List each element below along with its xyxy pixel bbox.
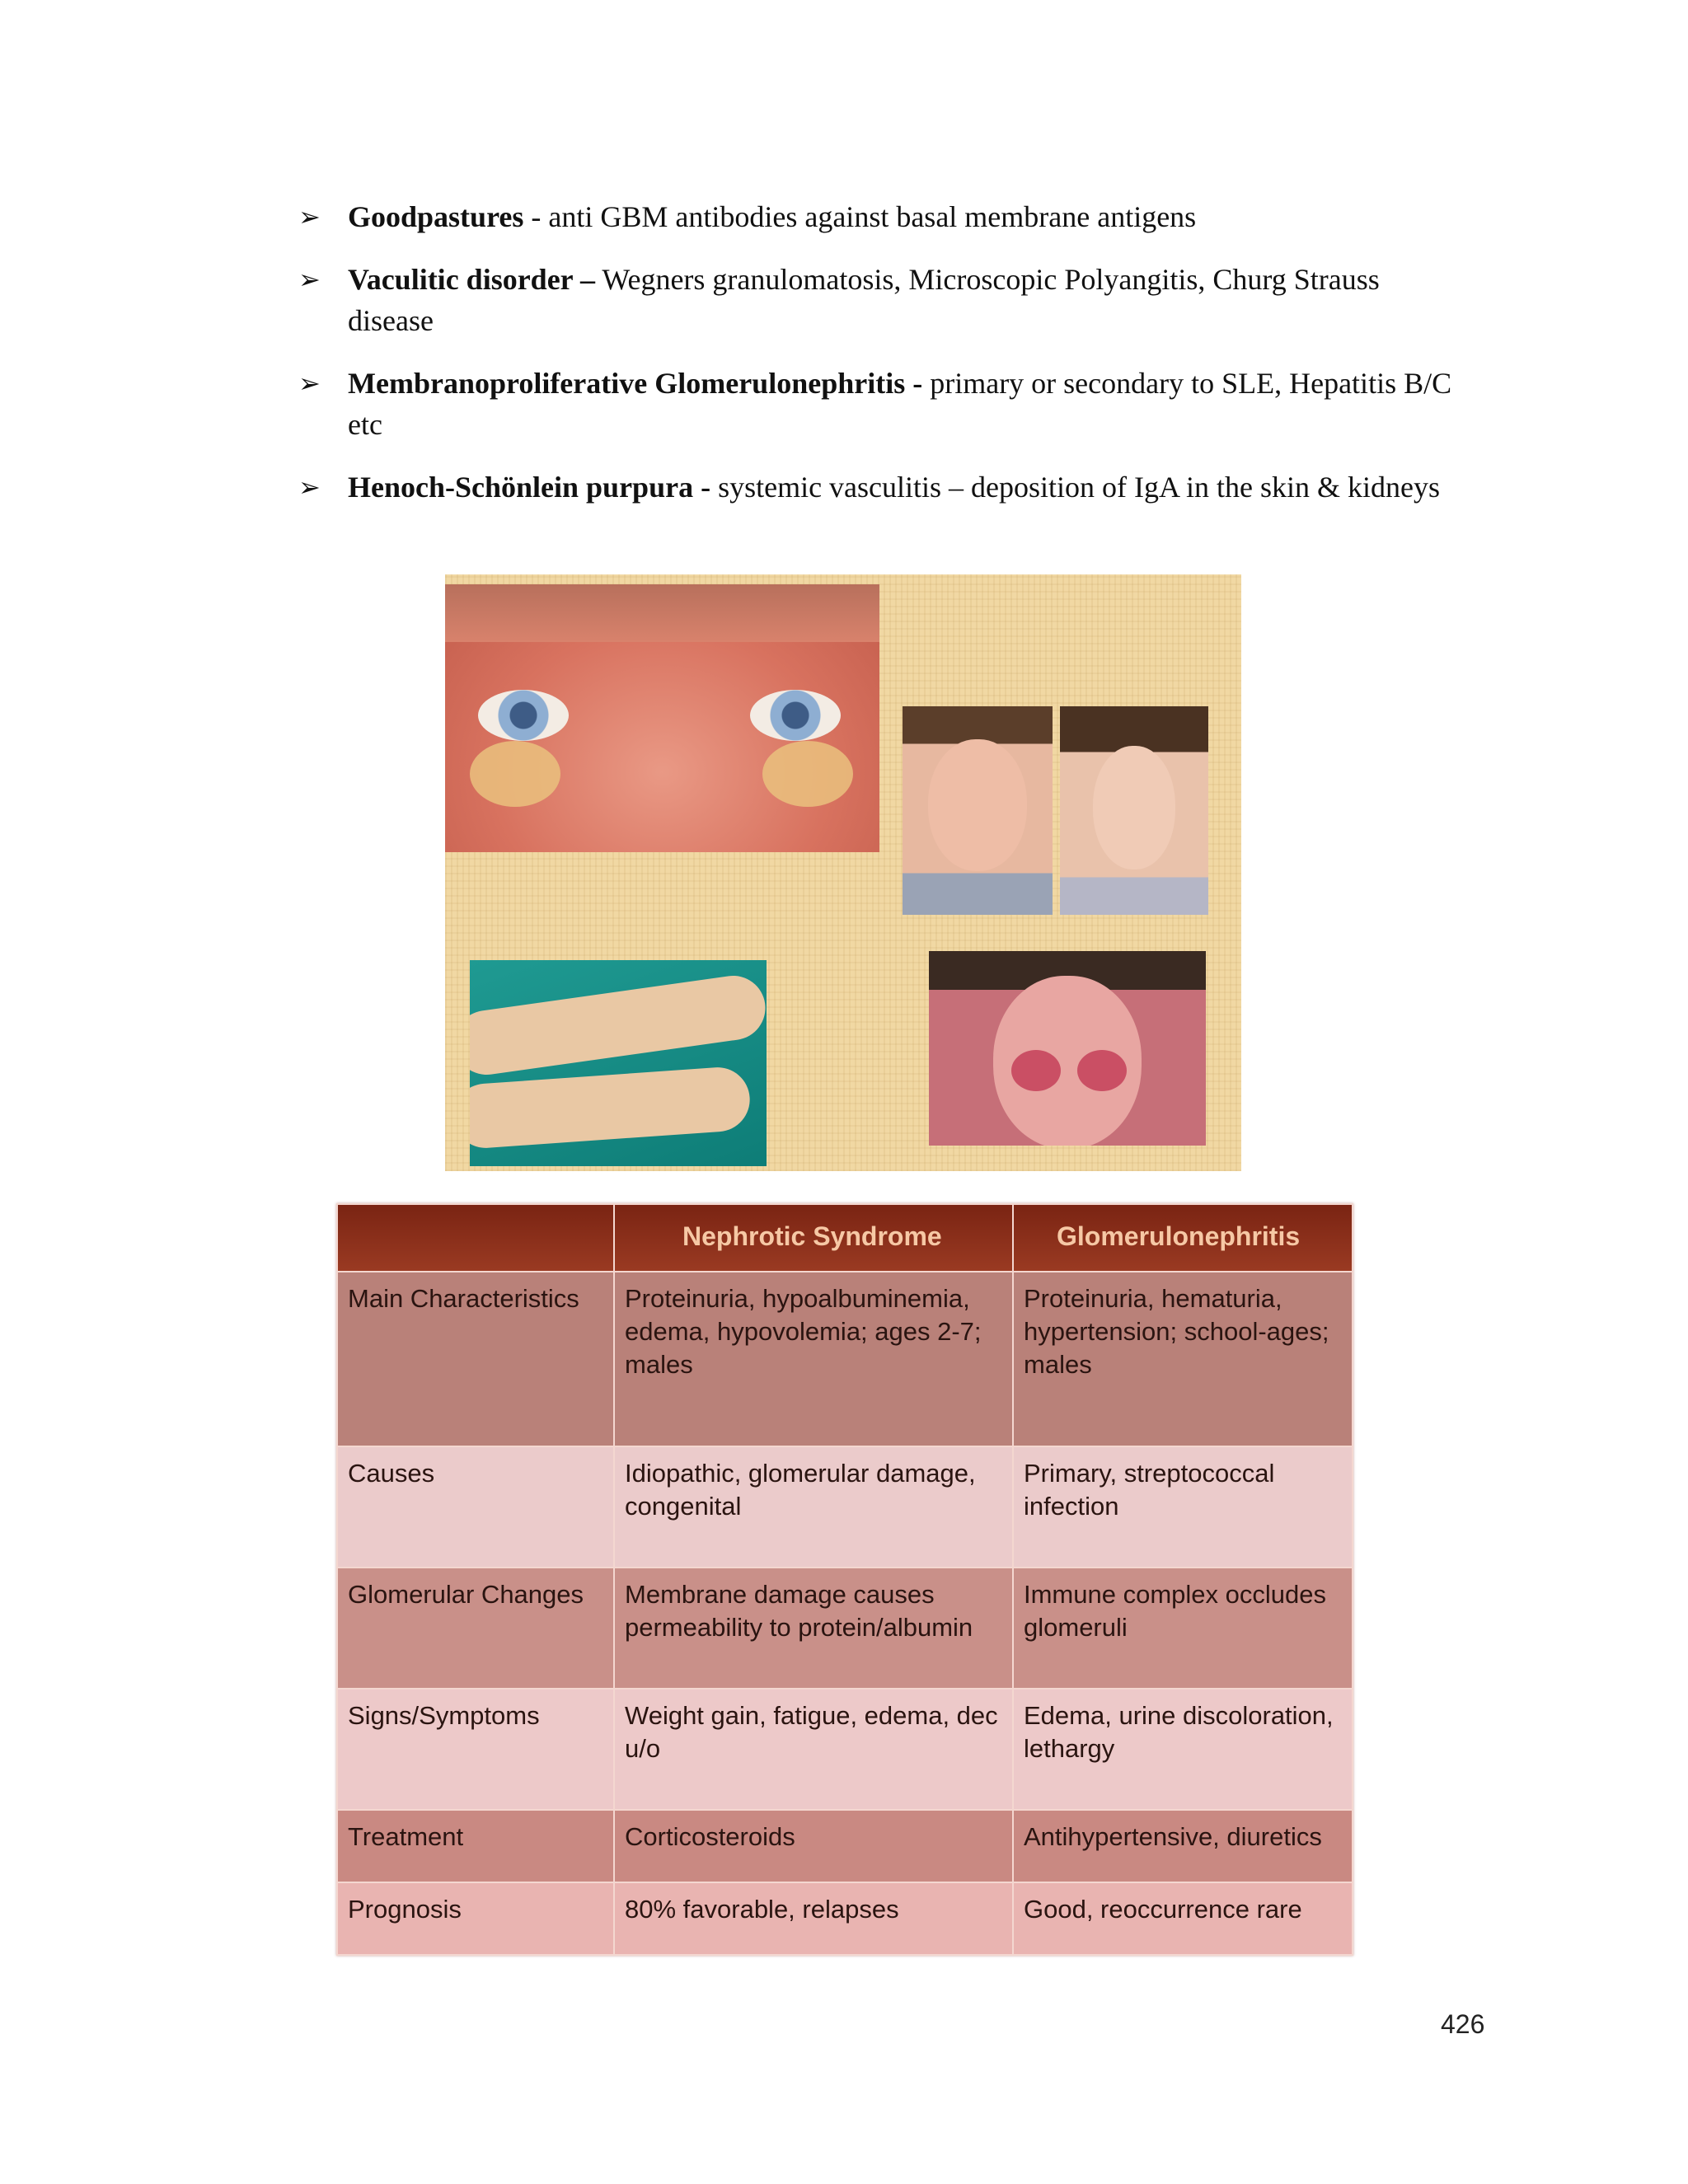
photo-detail xyxy=(478,690,569,741)
table-row xyxy=(337,1882,1353,1955)
photo-detail xyxy=(762,741,853,807)
table-row xyxy=(337,1810,1353,1882)
glomerulonephritis-cell: Immune complex occludes glomeruli xyxy=(1013,1568,1353,1689)
table-row xyxy=(337,1446,1353,1568)
table-row xyxy=(337,1689,1353,1810)
bullet-text: Wegners granulomatosis, Microscopic Polyangitis, Churg Strauss disease xyxy=(348,263,1380,337)
nephrotic-cell: Membrane damage causes permeability to protein/albumin xyxy=(614,1568,1013,1689)
table-row xyxy=(337,1272,1353,1446)
bullet-mpgn xyxy=(298,363,1469,445)
photo-detail xyxy=(1077,1050,1127,1091)
row-label: Main Characteristics xyxy=(337,1272,614,1446)
arrow-bullet-icon: ➢ xyxy=(298,265,321,294)
bullet-text: - anti GBM antibodies against basal membrane antigens xyxy=(523,200,1197,233)
row-label: Causes xyxy=(337,1446,614,1568)
bullet-text: primary or secondary to SLE, Hepatitis B/C etc xyxy=(348,367,1452,441)
glomerulonephritis-cell: Edema, urine discoloration, lethargy xyxy=(1013,1689,1353,1810)
page-number: 426 xyxy=(1441,2009,1485,2039)
arrow-bullet-icon: ➢ xyxy=(298,202,321,232)
bullet-term: Vaculitic disorder – xyxy=(348,263,596,296)
row-label: Prognosis xyxy=(337,1882,614,1955)
bullet-term: Goodpastures xyxy=(348,200,524,233)
photo-malar-rash xyxy=(929,951,1206,1146)
glomerulonephritis-cell: Proteinuria, hematuria, hypertension; school-ages; males xyxy=(1013,1272,1353,1446)
table-row xyxy=(337,1568,1353,1689)
photo-detail xyxy=(1011,1050,1061,1091)
photo-detail xyxy=(470,741,560,807)
row-label: Signs/Symptoms xyxy=(337,1689,614,1810)
row-label: Treatment xyxy=(337,1810,614,1882)
photo-detail xyxy=(470,1066,752,1151)
nephrotic-cell: Idiopathic, glomerular damage, congenital xyxy=(614,1446,1013,1568)
photo-facial-edema-after xyxy=(1060,706,1208,915)
comparison-table xyxy=(336,1203,1353,1956)
photo-detail xyxy=(928,739,1027,871)
nephrotic-cell: Corticosteroids xyxy=(614,1810,1013,1882)
header-cell-empty xyxy=(337,1204,614,1272)
row-label: Glomerular Changes xyxy=(337,1568,614,1689)
header-nephrotic-syndrome: Nephrotic Syndrome xyxy=(614,1204,1013,1272)
bullet-term: Membranoproliferative Glomerulonephritis - xyxy=(348,367,923,400)
photo-detail xyxy=(470,972,767,1079)
bullet-list xyxy=(298,196,1469,529)
photo-detail xyxy=(1093,746,1175,869)
glomerulonephritis-cell: Primary, streptococcal infection xyxy=(1013,1446,1353,1568)
arrow-bullet-icon: ➢ xyxy=(298,368,321,398)
photo-detail xyxy=(750,690,841,741)
photo-facial-edema-before xyxy=(903,706,1053,915)
table-header-row xyxy=(337,1204,1353,1272)
nephrotic-cell: Weight gain, fatigue, edema, dec u/o xyxy=(614,1689,1013,1810)
photo-pedal-edema xyxy=(470,960,767,1166)
header-glomerulonephritis: Glomerulonephritis xyxy=(1013,1204,1353,1272)
bullet-term: Henoch-Schönlein purpura - xyxy=(348,471,711,504)
arrow-bullet-icon: ➢ xyxy=(298,472,321,502)
bullet-hsp xyxy=(298,466,1469,508)
glomerulonephritis-cell: Good, reoccurrence rare xyxy=(1013,1882,1353,1955)
glomerulonephritis-cell: Antihypertensive, diuretics xyxy=(1013,1810,1353,1882)
bullet-vasculitic-disorder xyxy=(298,259,1469,341)
photo-detail xyxy=(445,584,879,642)
bullet-goodpastures xyxy=(298,196,1469,237)
nephrotic-cell: 80% favorable, relapses xyxy=(614,1882,1013,1955)
clinical-photo-collage xyxy=(445,574,1241,1171)
photo-periorbital-edema xyxy=(445,584,879,852)
nephrotic-cell: Proteinuria, hypoalbuminemia, edema, hypovolemia; ages 2-7; males xyxy=(614,1272,1013,1446)
bullet-text: systemic vasculitis – deposition of IgA in the skin & kidneys xyxy=(710,471,1441,504)
